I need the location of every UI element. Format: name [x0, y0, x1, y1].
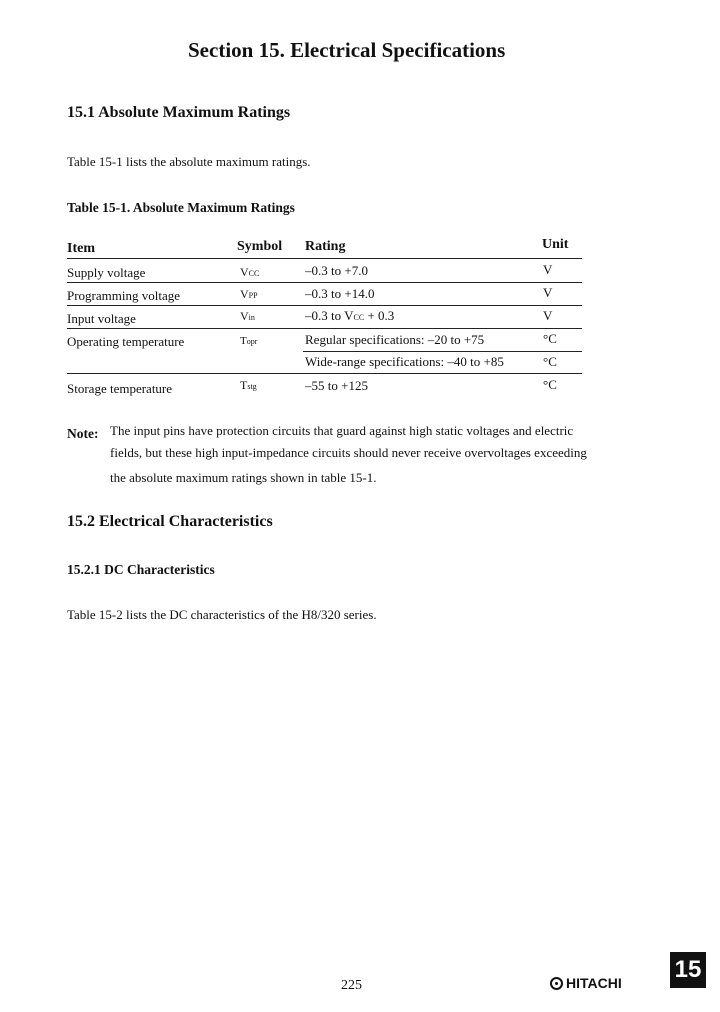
table-cell-item: Programming voltage: [67, 288, 181, 303]
table-cell-item: Storage temperature: [67, 381, 173, 396]
symbol-subscript: CC: [248, 269, 260, 278]
col-header-item: Item: [67, 241, 95, 256]
table-cell-unit: V: [543, 308, 553, 323]
symbol-subscript: opr: [246, 337, 258, 346]
table-rule: [67, 258, 582, 259]
hitachi-logo-icon: [550, 977, 563, 990]
note-label: Note:: [67, 426, 99, 441]
section-title: Section 15. Electrical Specifications: [188, 38, 506, 62]
table-cell-symbol: Tstg: [240, 378, 257, 392]
page-number: 225: [341, 978, 362, 993]
table-cell-symbol: Topr: [240, 335, 258, 347]
note-line: the absolute maximum ratings shown in table 15-1.: [110, 470, 377, 485]
table-cell-rating: –0.3 to +7.0: [305, 263, 368, 278]
table-cell-unit: V: [543, 262, 553, 277]
intro-15-1: Table 15-1 lists the absolute maximum ratings.: [67, 154, 311, 169]
table-rule: [67, 373, 582, 374]
note-line: fields, but these high input-impedance circuits should never receive overvoltages exceeding: [110, 445, 587, 460]
col-header-symbol: Symbol: [237, 239, 283, 254]
table-cell-rating: Regular specifications: –20 to +75: [305, 332, 485, 347]
table-cell-item: Operating temperature: [67, 334, 185, 349]
heading-15-2: 15.2 Electrical Characteristics: [67, 513, 273, 530]
table-cell-rating: Wide-range specifications: –40 to +85: [305, 354, 504, 369]
table-cell-unit: °C: [543, 354, 557, 369]
symbol-subscript: stg: [247, 382, 257, 391]
table-cell-symbol: Vin: [240, 309, 255, 323]
note-line: The input pins have protection circuits that guard against high static voltages and electric: [110, 423, 574, 438]
table-rule: [67, 328, 582, 329]
table-rule: [67, 305, 582, 306]
col-header-unit: Unit: [542, 237, 569, 252]
heading-15-1: 15.1 Absolute Maximum Ratings: [67, 104, 291, 121]
table-15-1-caption: Table 15-1. Absolute Maximum Ratings: [67, 200, 295, 215]
brand-name: HITACHI: [566, 975, 622, 991]
table-cell-item: Input voltage: [67, 311, 136, 326]
table-cell-unit: V: [543, 285, 553, 300]
table-cell-unit: °C: [543, 377, 557, 392]
table-rule: [67, 282, 582, 283]
heading-15-2-1: 15.2.1 DC Characteristics: [67, 562, 215, 577]
col-header-rating: Rating: [305, 239, 346, 254]
brand-logo: [550, 975, 622, 991]
table-cell-unit: °C: [543, 331, 557, 346]
table-cell-symbol: VPP: [240, 287, 258, 301]
table-rule: [303, 351, 582, 352]
table-cell-rating: –0.3 to VCC + 0.3: [305, 308, 395, 323]
intro-15-2: Table 15-2 lists the DC characteristics of the H8/320 series.: [67, 607, 377, 622]
table-cell-rating: –0.3 to +14.0: [305, 286, 375, 301]
section-tab: 15: [670, 952, 706, 988]
table-cell-symbol: VCC: [240, 265, 260, 279]
table-cell-item: Supply voltage: [67, 265, 146, 280]
symbol-subscript: in: [248, 313, 255, 322]
table-cell-rating: –55 to +125: [305, 378, 368, 393]
symbol-subscript: PP: [248, 291, 258, 300]
